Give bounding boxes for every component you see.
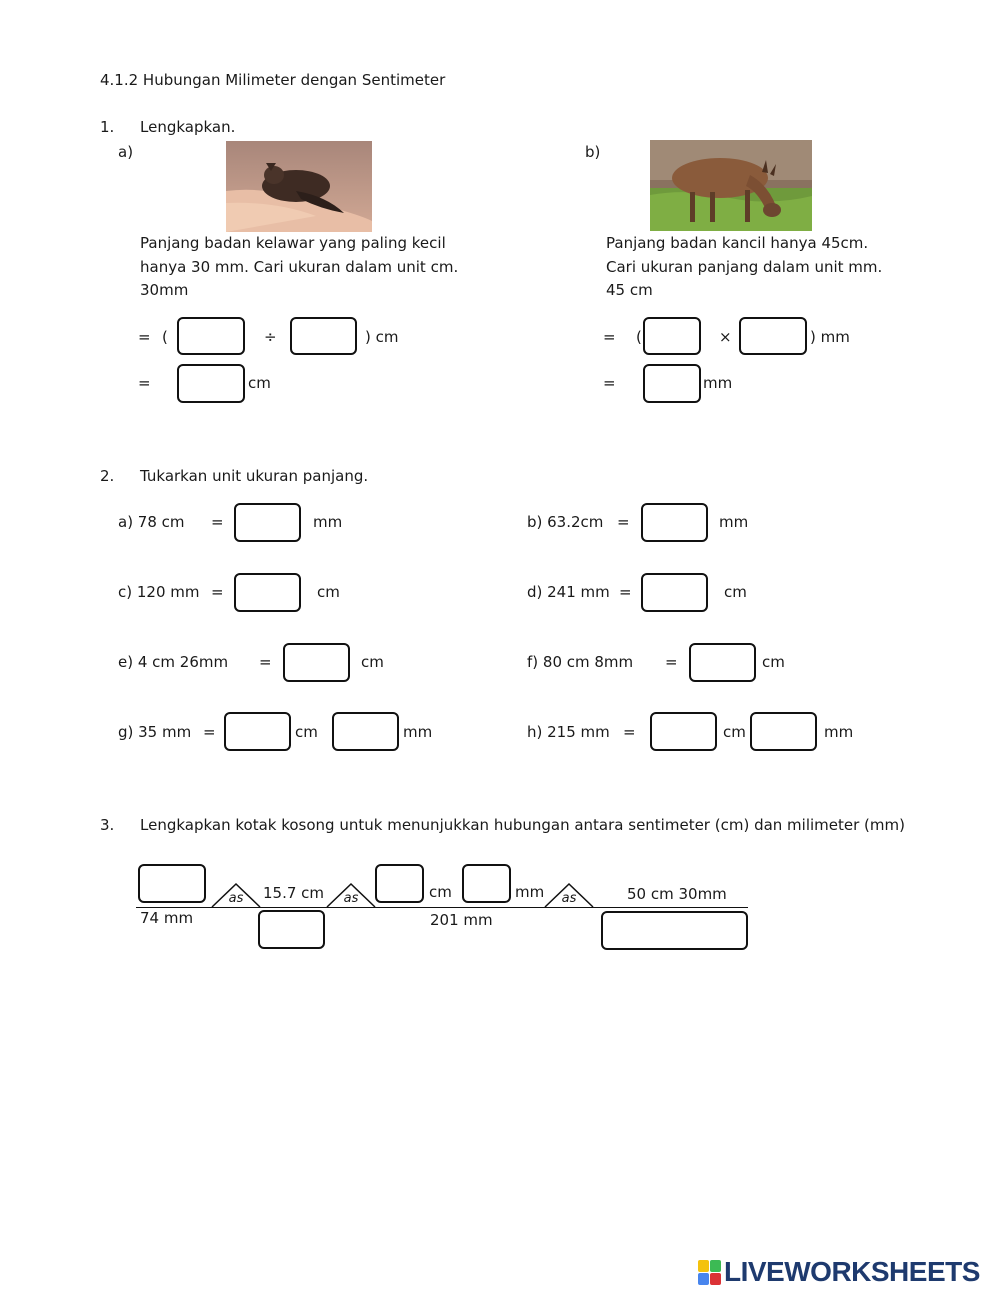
q3-number: 3. [100, 816, 115, 834]
q3-unit-mm: mm [515, 883, 545, 901]
q2-number: 2. [100, 467, 115, 485]
q1a-letter: a) [118, 143, 134, 161]
q1a-line3: 30mm [140, 281, 189, 299]
q2h-label: h) 215 mm [527, 723, 610, 741]
q3-value-15-7cm: 15.7 cm [263, 884, 325, 902]
q3-as-label-1: as [228, 891, 244, 906]
q2f-label: f) 80 cm 8mm [527, 653, 634, 671]
q1b-line2: Cari ukuran panjang dalam unit mm. [606, 258, 883, 276]
q2g-eq: = [203, 723, 216, 741]
q1a-line2: hanya 30 mm. Cari ukuran dalam unit cm. [140, 258, 459, 276]
q2h-eq: = [623, 723, 636, 741]
liveworksheets-logo [698, 1258, 980, 1286]
q1b-answer-box-3[interactable] [643, 364, 701, 403]
mousedeer-image [650, 140, 812, 231]
q2c-answer-box[interactable] [234, 573, 301, 612]
q3-box-cm-3[interactable] [375, 864, 424, 903]
q2g-unit1: cm [295, 723, 318, 741]
q2c-label: c) 120 mm [118, 583, 200, 601]
q3-as-triangle-2 [326, 882, 376, 908]
q1b-line1: Panjang badan kancil hanya 45cm. [606, 234, 869, 252]
q2e-answer-box[interactable] [283, 643, 350, 682]
q1a-answer-box-2[interactable] [290, 317, 357, 355]
q1a-unit2: cm [248, 374, 271, 392]
logo-text: LIVEWORKSHEETS [724, 1256, 980, 1287]
q2c-unit: cm [317, 583, 340, 601]
q3-box-cm-1[interactable] [138, 864, 206, 903]
page-title: 4.1.2 Hubungan Milimeter dengan Sentimeter [100, 71, 446, 89]
q2f-unit: cm [762, 653, 785, 671]
q1a-operator: ÷ [264, 328, 277, 346]
q2g-label: g) 35 mm [118, 723, 192, 741]
q2a-answer-box[interactable] [234, 503, 301, 542]
q1a-unit1: ) cm [365, 328, 399, 346]
q2a-label: a) 78 cm [118, 513, 185, 531]
q2h-unit2: mm [824, 723, 854, 741]
q2d-label: d) 241 mm [527, 583, 610, 601]
q2g-cm-box[interactable] [224, 712, 291, 751]
q3-label: Lengkapkan kotak kosong untuk menunjukkan hubungan antara sentimeter (cm) dan milimeter (mm) [140, 816, 905, 834]
q2f-answer-box[interactable] [689, 643, 756, 682]
q1a-answer-box-1[interactable] [177, 317, 245, 355]
q3-as-label-3: as [561, 891, 577, 906]
q2-label: Tukarkan unit ukuran panjang. [140, 467, 369, 485]
q1-number: 1. [100, 118, 115, 136]
q1b-answer-box-2[interactable] [739, 317, 807, 355]
q2g-mm-box[interactable] [332, 712, 399, 751]
q1b-answer-box-1[interactable] [643, 317, 701, 355]
q3-value-201mm: 201 mm [430, 911, 493, 929]
q3-box-mm-3[interactable] [462, 864, 511, 903]
q3-as-triangle-3 [544, 882, 594, 908]
q2c-eq: = [211, 583, 224, 601]
q3-as-label-2: as [343, 891, 359, 906]
q1b-unit1: ) mm [810, 328, 850, 346]
q3-as-triangle-1 [211, 882, 261, 908]
q2d-eq: = [619, 583, 632, 601]
q1b-operator: × [719, 328, 732, 346]
q1b-paren: ( [636, 328, 642, 346]
q2b-answer-box[interactable] [641, 503, 708, 542]
q2h-cm-box[interactable] [650, 712, 717, 751]
q2d-unit: cm [724, 583, 747, 601]
q3-box-mm-4[interactable] [601, 911, 748, 950]
q1a-line1: Panjang badan kelawar yang paling kecil [140, 234, 446, 252]
q2f-eq: = [665, 653, 678, 671]
q1a-eq2: = [138, 374, 151, 392]
q2a-unit: mm [313, 513, 343, 531]
q2e-eq: = [259, 653, 272, 671]
q3-value-50cm-30mm: 50 cm 30mm [627, 885, 727, 903]
q1b-unit2: mm [703, 374, 733, 392]
q2g-unit2: mm [403, 723, 433, 741]
q3-value-74mm: 74 mm [140, 909, 194, 927]
q1a-eq1: = [138, 328, 151, 346]
q1b-eq2: = [603, 374, 616, 392]
q1a-answer-box-3[interactable] [177, 364, 245, 403]
q2b-unit: mm [719, 513, 749, 531]
q1b-letter: b) [585, 143, 601, 161]
q1b-eq1: = [603, 328, 616, 346]
q2d-answer-box[interactable] [641, 573, 708, 612]
q2e-unit: cm [361, 653, 384, 671]
logo-mark-icon [698, 1260, 720, 1284]
q3-unit-cm: cm [429, 883, 452, 901]
q2b-label: b) 63.2cm [527, 513, 604, 531]
q1b-line3: 45 cm [606, 281, 653, 299]
q1a-paren: ( [162, 328, 168, 346]
q2b-eq: = [617, 513, 630, 531]
q2h-mm-box[interactable] [750, 712, 817, 751]
q3-box-mm-2[interactable] [258, 910, 325, 949]
q2e-label: e) 4 cm 26mm [118, 653, 229, 671]
bat-image [226, 141, 372, 232]
q1-label: Lengkapkan. [140, 118, 236, 136]
q2h-unit1: cm [723, 723, 746, 741]
q2a-eq: = [211, 513, 224, 531]
